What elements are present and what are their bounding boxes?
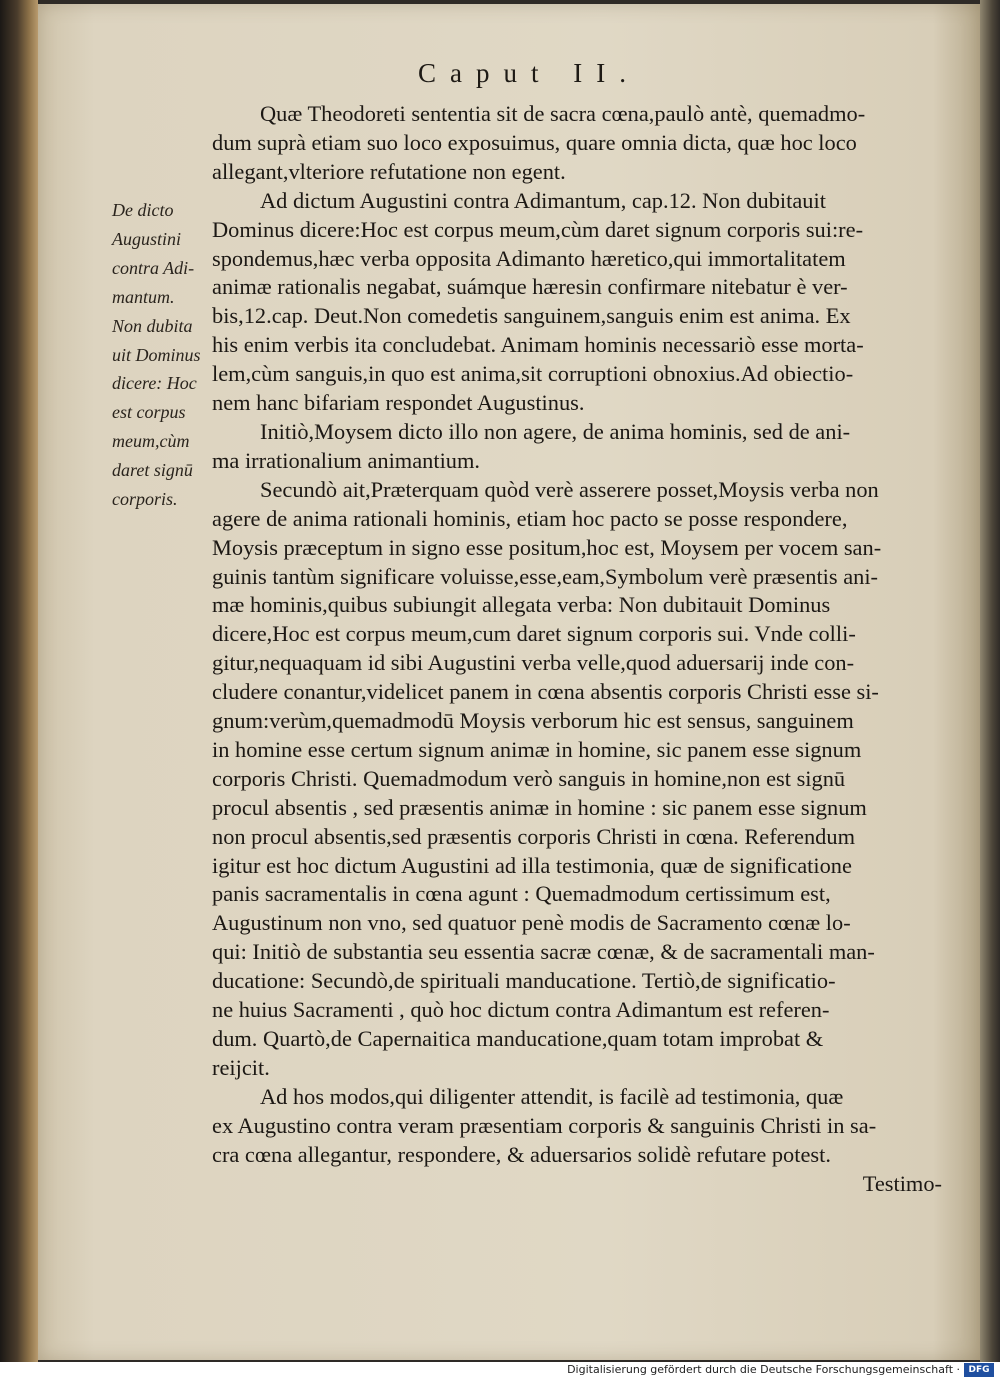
digitization-footer	[0, 1362, 1000, 1379]
text-line: procul absentis , sed præsentis animæ in homine : sic panem esse signum	[212, 794, 867, 820]
margin-note-line: meum,cùm	[112, 431, 190, 452]
text-line: agere de anima rationali hominis, etiam hoc pacto se posse respondere,	[212, 505, 848, 531]
text-line: Initiò,Moysem dicto illo non agere, de anima hominis, sed de ani-	[260, 418, 851, 444]
catchword: Testimo-	[862, 1170, 942, 1196]
text-line: animæ rationalis negabat, suámque hæresin confirmare nitebatur è ver-	[212, 274, 848, 300]
margin-note-line: daret signū	[112, 460, 193, 481]
text-line: his enim verbis ita concludebat. Animam hominis necessariò esse morta-	[212, 332, 864, 358]
margin-note-line: mantum.	[112, 286, 175, 307]
margin-note-line: Augustini	[112, 228, 182, 249]
text-line: Ad dictum Augustini contra Adimantum, cap.12. Non dubitauit	[260, 187, 826, 213]
margin-note-line: dicere: Hoc	[112, 373, 197, 394]
text-line: guinis tantùm significare voluisse,esse,eam,Symbolum verè præsentis ani-	[212, 563, 879, 589]
text-line: gitur,nequaquam id sibi Augustini verba velle,quod aduersarij inde con-	[212, 650, 855, 676]
margin-note-line: De dicto	[112, 200, 174, 220]
text-line: gnum:verùm,quemadmodū Moysis verborum hic est sensus, sanguinem	[212, 708, 854, 734]
margin-note	[112, 196, 210, 514]
text-line: qui: Initiò de substantia seu essentia sacræ cœnæ, & de sacramentali man-	[212, 939, 875, 965]
text-line: Ad hos modos,qui diligenter attendit, is facilè ad testimonia, quæ	[260, 1083, 844, 1109]
dfg-logo: DFG	[964, 1363, 994, 1377]
text-line: Moysis præceptum in signo esse positum,hoc est, Moysem per vocem san-	[212, 534, 882, 560]
text-line: nem hanc bifariam respondet Augustinus.	[212, 390, 585, 416]
text-line: ex Augustino contra veram præsentiam corporis & sanguinis Christi in sa-	[212, 1112, 877, 1138]
margin-note-line: est corpus	[112, 402, 186, 423]
text-line: bis,12.cap. Deut.Non comedetis sanguinem,sanguis enim est anima. Ex	[212, 303, 851, 329]
margin-note-line: Non dubita	[112, 315, 193, 336]
text-line: panis sacramentalis in cœna agunt : Quemadmodum certissimum est,	[212, 881, 831, 907]
running-header: Caput II.	[418, 58, 640, 88]
body-text	[212, 100, 942, 1198]
text-line: mæ hominis,quibus subiungit allegata verba: Non dubitauit Dominus	[212, 592, 831, 618]
text-line: Quæ Theodoreti sententia sit de sacra cœna,paulò antè, quemadmo-	[260, 101, 866, 126]
text-line: ma irrationalium animantium.	[212, 447, 480, 473]
text-line: Secundò ait,Præterquam quòd verè asserere posset,Moysis verba non	[260, 476, 879, 502]
footer-credit: Digitalisierung gefördert durch die Deutsche Forschungsgemeinschaft ·	[567, 1363, 960, 1376]
text-line: Augustinum non vno, sed quatuor penè modis de Sacramento cœnæ lo-	[212, 910, 851, 936]
book-binding-edge	[0, 0, 38, 1362]
text-line: lem,cùm sanguis,in quo est anima,sit corruptioni obnoxius.Ad obiectio-	[212, 361, 854, 387]
text-line: dum suprà etiam suo loco exposuimus, quare omnia dicta, quæ hoc loco	[212, 129, 857, 155]
text-line: dum. Quartò,de Capernaitica manducatione,quam totam improbat &	[212, 1026, 824, 1051]
text-line: dicere,Hoc est corpus meum,cum daret signum corporis sui. Vnde colli-	[212, 621, 856, 647]
text-line: Dominus dicere:Hoc est corpus meum,cùm daret signum corporis sui:re-	[212, 216, 864, 242]
text-line: igitur est hoc dictum Augustini ad illa testimonia, quæ de significatione	[212, 852, 852, 878]
text-line: cra cœna allegantur, respondere, & aduersarios solidè refutare potest.	[212, 1141, 831, 1167]
text-line: ne huius Sacramenti , quò hoc dictum contra Adimantum est referen-	[212, 997, 830, 1023]
text-line: in homine esse certum signum animæ in homine, sic panem esse signum	[212, 736, 862, 762]
margin-note-line: contra Adi-	[112, 257, 195, 278]
text-line: spondemus,hæc verba opposita Adimanto hæretico,qui immortalitatem	[212, 245, 846, 271]
text-line: reijcit.	[212, 1054, 270, 1080]
page-edge-shadow	[980, 0, 1000, 1362]
text-line: corporis Christi. Quemadmodum verò sanguis in homine,non est signū	[212, 765, 846, 791]
text-line: non procul absentis,sed præsentis corporis Christi in cœna. Referendum	[212, 823, 855, 849]
margin-note-line: uit Dominus	[112, 344, 201, 365]
margin-note-line: corporis.	[112, 489, 178, 510]
text-line: cludere conantur,videlicet panem in cœna absentis corporis Christi esse si-	[212, 679, 879, 705]
text-line: ducatione: Secundò,de spirituali manducatione. Tertiò,de significatio-	[212, 968, 836, 994]
text-line: allegant,vlteriore refutatione non egent.	[212, 158, 566, 184]
